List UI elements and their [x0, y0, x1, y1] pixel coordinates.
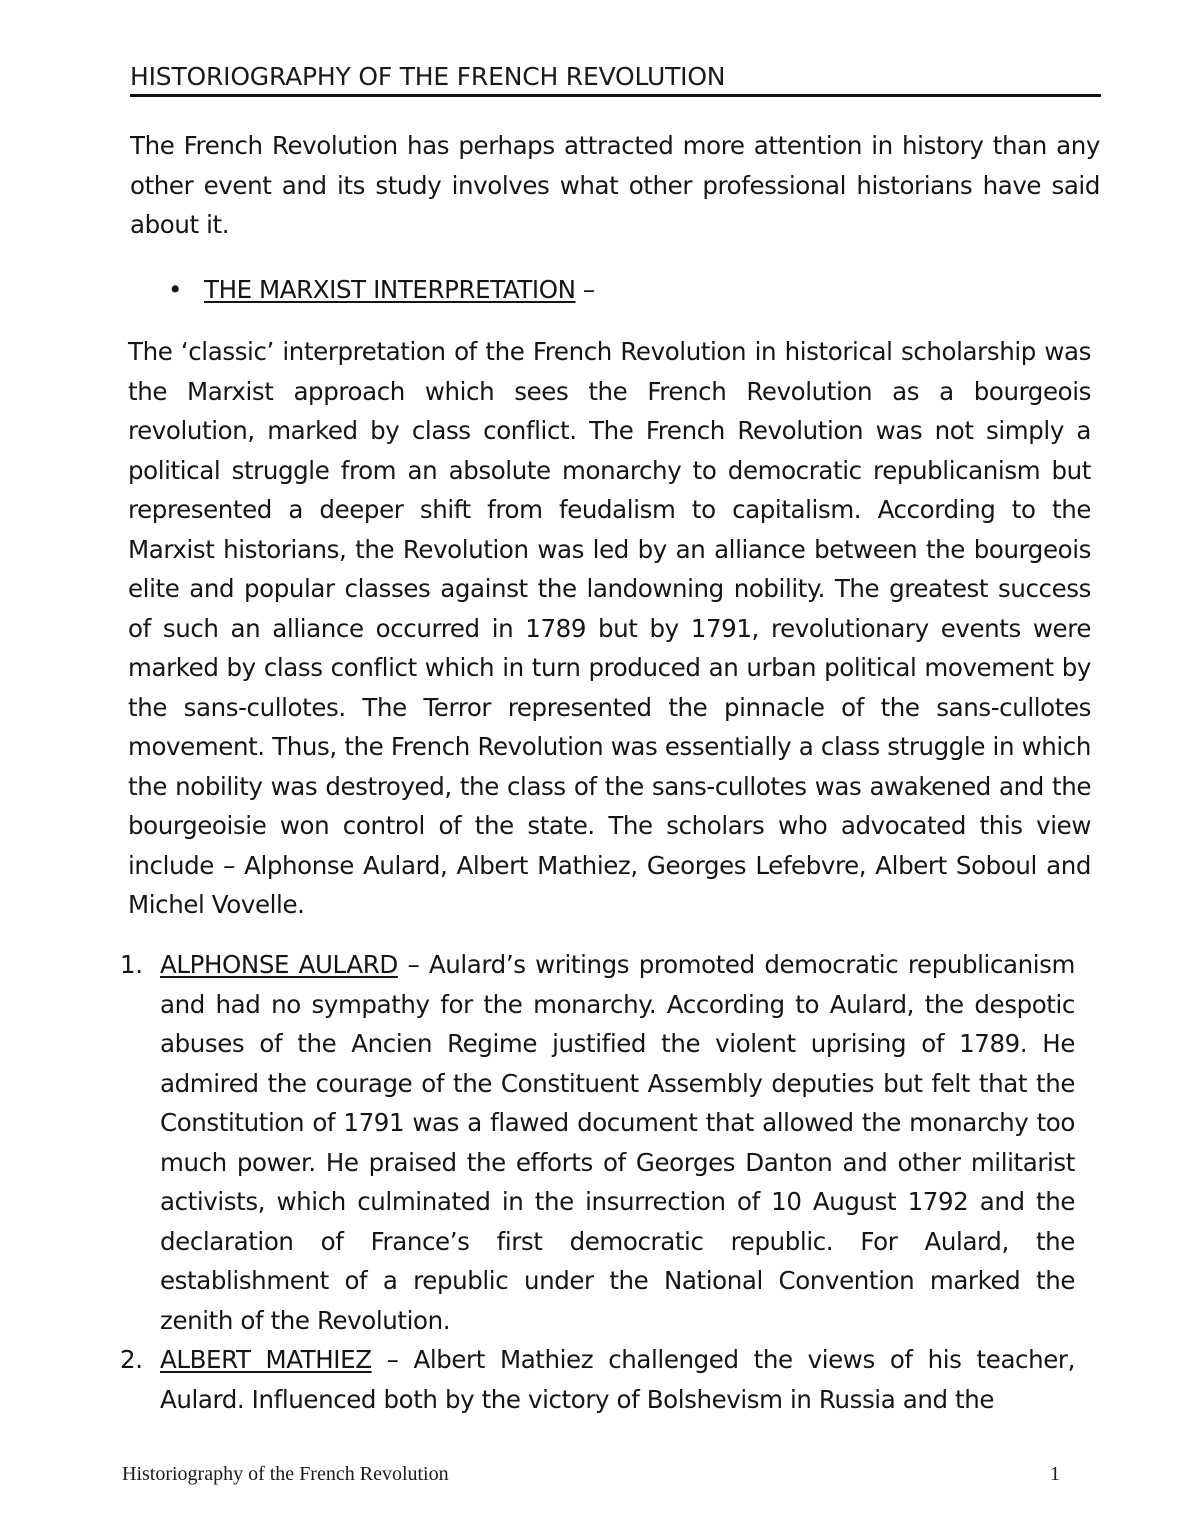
marxist-interpretation-paragraph: The ‘classic’ interpretation of the French Revolution in historical scholarship was the Marxist approach which sees the French Revolution as a bourgeois revolution, marked by class conflict. The French Revolution was not simply a political struggle from an absolute monarchy to democratic republicanism but represented a deeper shift from feudalism to capitalism. According to the Marxist historians, the Revolution was led by an alliance between the bourgeois elite and popular classes against the landowning nobility. The greatest success of such an alliance occurred in 1789 but by 1791, revolutionary events were marked by class conflict which in turn produced an urban political movement by the sans-cullotes. The Terror represented the pinnacle of the sans-cullotes movement. Thus, the French Revolution was essentially a class struggle in which the nobility was destroyed, the class of the sans-cullotes was awakened and the bourgeoisie won control of the state. The scholars who advocated this view include – Alphonse Aulard, Albert Mathiez, Georges Lefebvre, Albert Soboul and Michel Vovelle. — [128, 337, 1091, 919]
section-heading-text: THE MARXIST INTERPRETATION — [204, 275, 576, 304]
footer-page-number: 1 — [1050, 1463, 1060, 1485]
historians-list — [120, 945, 1075, 1419]
footer-running-title: Historiography of the French Revolution — [122, 1463, 449, 1485]
list-item-aulard — [120, 945, 1075, 1340]
historian-name-aulard: ALPHONSE AULARD — [160, 950, 398, 979]
intro-paragraph: The French Revolution has perhaps attracted more attention in history than any other event and its study involves what other professional historians have said about it. — [130, 131, 1100, 239]
list-item-number: 2. — [120, 1345, 143, 1374]
section-heading-dash: – — [575, 275, 595, 304]
document-title: HISTORIOGRAPHY OF THE FRENCH REVOLUTION — [130, 62, 726, 91]
historian-text-aulard: – Aulard’s writings promoted democratic republicanism and had no sympathy for the monarchy. According to Aulard, the despotic abuses of the Ancien Regime justified the violent uprising of 1789. He admired the courage of the Constituent Assembly deputies but felt that the Constitution of 1791 was a flawed document that allowed the monarchy too much power. He praised the efforts of Georges Danton and other militarist activists, which culminated in the insurrection of 10 August 1792 and the declaration of France’s first democratic republic. For Aulard, the establishment of a republic under the National Convention marked the zenith of the Revolution. — [160, 950, 1075, 1335]
historian-text-mathiez: – Albert Mathiez challenged the views of his teacher, Aulard. Influenced both by the victory of Bolshevism in Russia and the — [160, 1345, 1075, 1414]
historian-name-mathiez: ALBERT MATHIEZ — [160, 1345, 372, 1374]
section-heading-marxist — [168, 272, 768, 308]
list-item-number: 1. — [120, 950, 143, 979]
list-item-mathiez — [120, 1340, 1075, 1419]
bullet-icon: • — [168, 275, 183, 304]
title-underline-rule — [130, 94, 1101, 97]
